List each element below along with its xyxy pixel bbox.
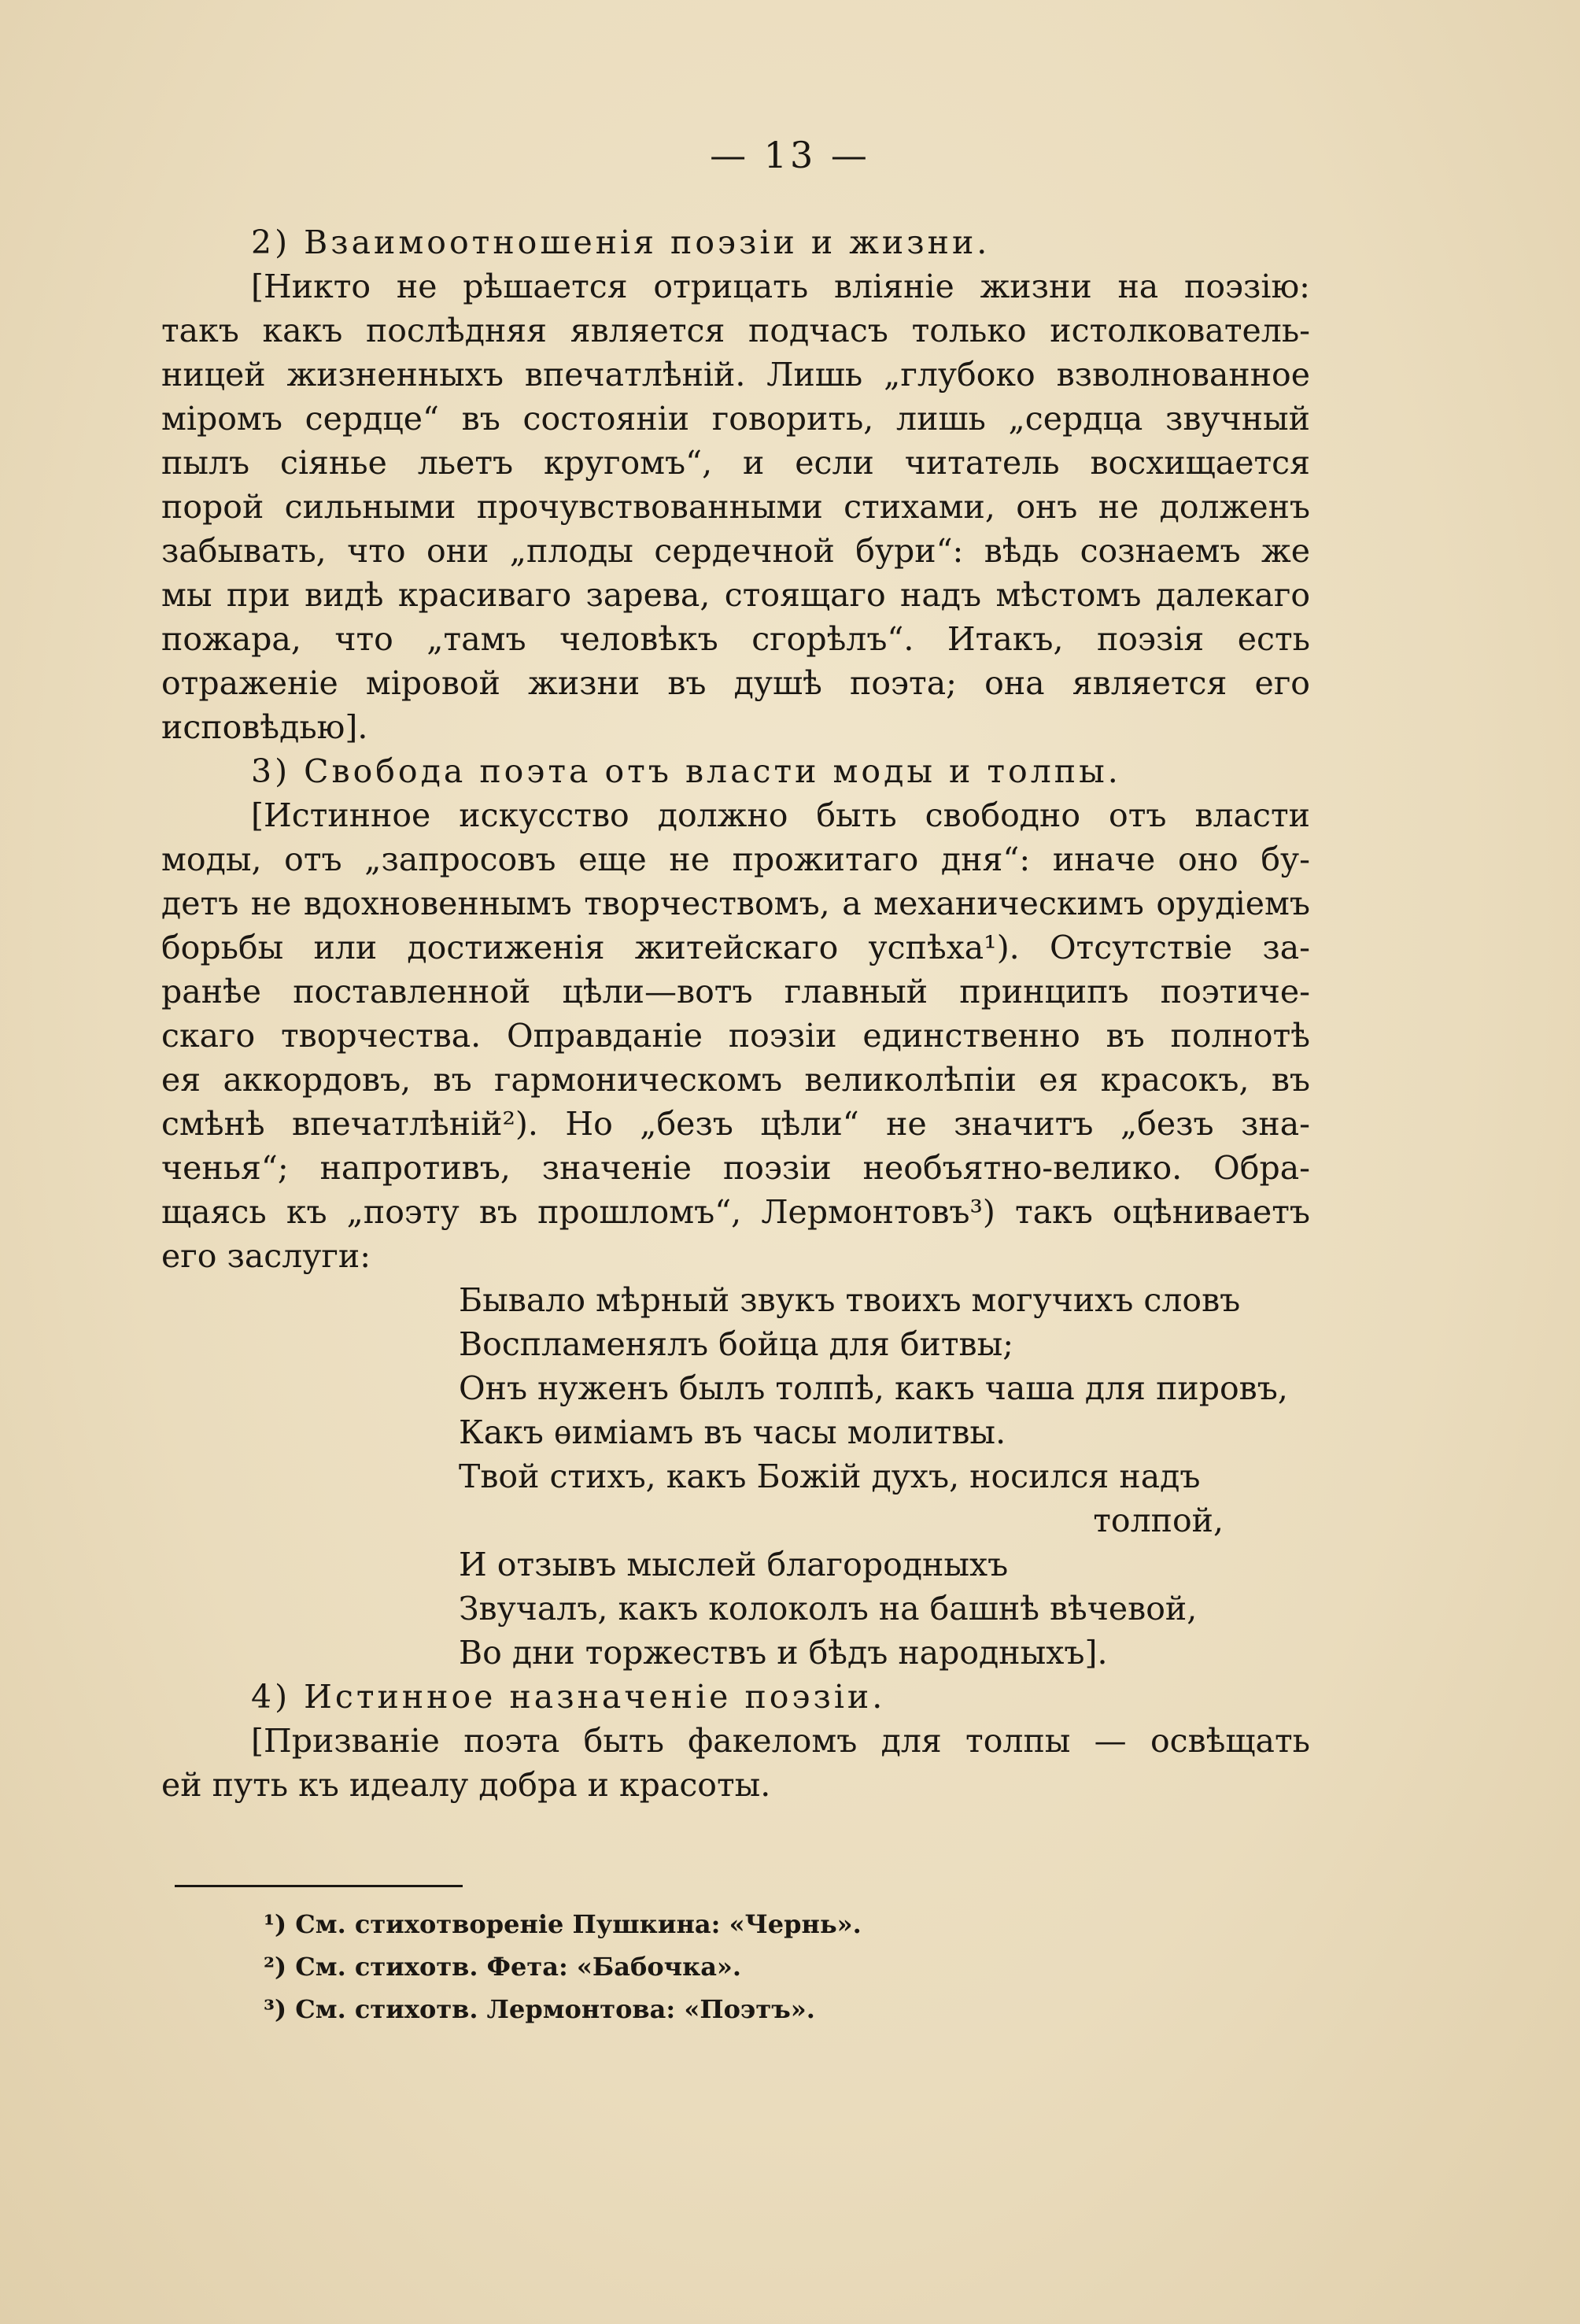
text-line: [Никто не рѣшается отрицать вліяніе жизни на поэзію: [251, 268, 1310, 305]
text-line: исповѣдью]. [161, 708, 368, 746]
text-line: смѣнѣ впечатлѣній²). Но „безъ цѣли“ не значитъ „безъ зна- [161, 1105, 1310, 1143]
text-line: ницей жизненныхъ впечатлѣній. Лишь „глубоко взволнованное [161, 356, 1310, 393]
text-line: борьбы или достиженія житейскаго успѣха¹). Отсутствіе за- [161, 929, 1310, 966]
section-heading-4: 4) Истинное назначеніе поэзіи. [251, 1678, 886, 1716]
page-number: — 13 — [710, 134, 870, 176]
text-line: отраженіе міровой жизни въ душѣ поэта; она является его [161, 664, 1310, 702]
footnote: ¹) См. стихотвореніе Пушкина: «Чернь». [264, 1909, 862, 1939]
verse-line: Твой стихъ, какъ Божій духъ, носился надъ [459, 1458, 1201, 1495]
verse-line: И отзывъ мыслей благородныхъ [459, 1546, 1009, 1583]
text-line: ея аккордовъ, въ гармоническомъ великолѣпіи ея красокъ, въ [161, 1061, 1310, 1099]
text-line: ченья“; напротивъ, значеніе поэзіи необъятно-велико. Обра- [161, 1149, 1310, 1187]
text-line: детъ не вдохновеннымъ творчествомъ, а механическимъ орудіемъ [161, 885, 1310, 922]
text-line: [Истинное искусство должно быть свободно отъ власти [251, 796, 1310, 834]
footnotes [264, 1903, 862, 2030]
section-heading-3: 3) Свобода поэта отъ власти моды и толпы. [251, 752, 1121, 790]
text-line: ей путь къ идеалу добра и красоты. [161, 1766, 771, 1804]
text-line: [Призваніе поэта быть факеломъ для толпы — освѣщать [251, 1722, 1310, 1760]
verse-line-continuation: толпой, [1093, 1502, 1224, 1539]
text-line: его заслуги: [161, 1237, 371, 1275]
verse-line: Онъ нуженъ былъ толпѣ, какъ чаша для пировъ, [459, 1369, 1288, 1407]
text-line: міромъ сердце“ въ состояніи говорить, лишь „сердца звучный [161, 400, 1310, 438]
footnote: ³) См. стихотв. Лермонтова: «Поэтъ». [264, 1994, 815, 2024]
text-line: такъ какъ послѣдняя является подчасъ только истолкователь- [161, 312, 1310, 349]
verse-line: Какъ ѳиміамъ въ часы молитвы. [459, 1413, 1006, 1451]
verse-line: Звучалъ, какъ колоколъ на башнѣ вѣчевой, [459, 1590, 1198, 1628]
footnote: ²) См. стихотв. Фета: «Бабочка». [264, 1952, 742, 1982]
text-line: мы при видѣ красиваго зарева, стоящаго надъ мѣстомъ далекаго [161, 576, 1310, 614]
verse-line: Бывало мѣрный звукъ твоихъ могучихъ словъ [459, 1281, 1241, 1319]
text-line: скаго творчества. Оправданіе поэзіи единственно въ полнотѣ [161, 1017, 1310, 1055]
page-body [161, 220, 1310, 1807]
text-line: пылъ сіянье льетъ кругомъ“, и если читатель восхищается [161, 444, 1310, 482]
verse-line: Воспламенялъ бойца для битвы; [459, 1325, 1014, 1363]
verse-line: Во дни торжествъ и бѣдъ народныхъ]. [459, 1634, 1108, 1672]
text-line: забывать, что они „плоды сердечной бури“: вѣдь сознаемъ же [161, 532, 1310, 570]
text-line: ранѣе поставленной цѣли—вотъ главный принципъ поэтиче- [161, 973, 1310, 1011]
text-line: пожара, что „тамъ человѣкъ сгорѣлъ“. Итакъ, поэзія есть [161, 620, 1310, 658]
section-heading-2: 2) Взаимоотношенія поэзіи и жизни. [251, 224, 991, 261]
text-line: моды, отъ „запросовъ еще не прожитаго дня“: иначе оно бу- [161, 841, 1310, 878]
footnote-divider [175, 1885, 463, 1887]
text-line: щаясь къ „поэту въ прошломъ“, Лермонтовъ³) такъ оцѣниваетъ [161, 1193, 1310, 1231]
text-line: порой сильными прочувствованными стихами, онъ не долженъ [161, 488, 1310, 526]
